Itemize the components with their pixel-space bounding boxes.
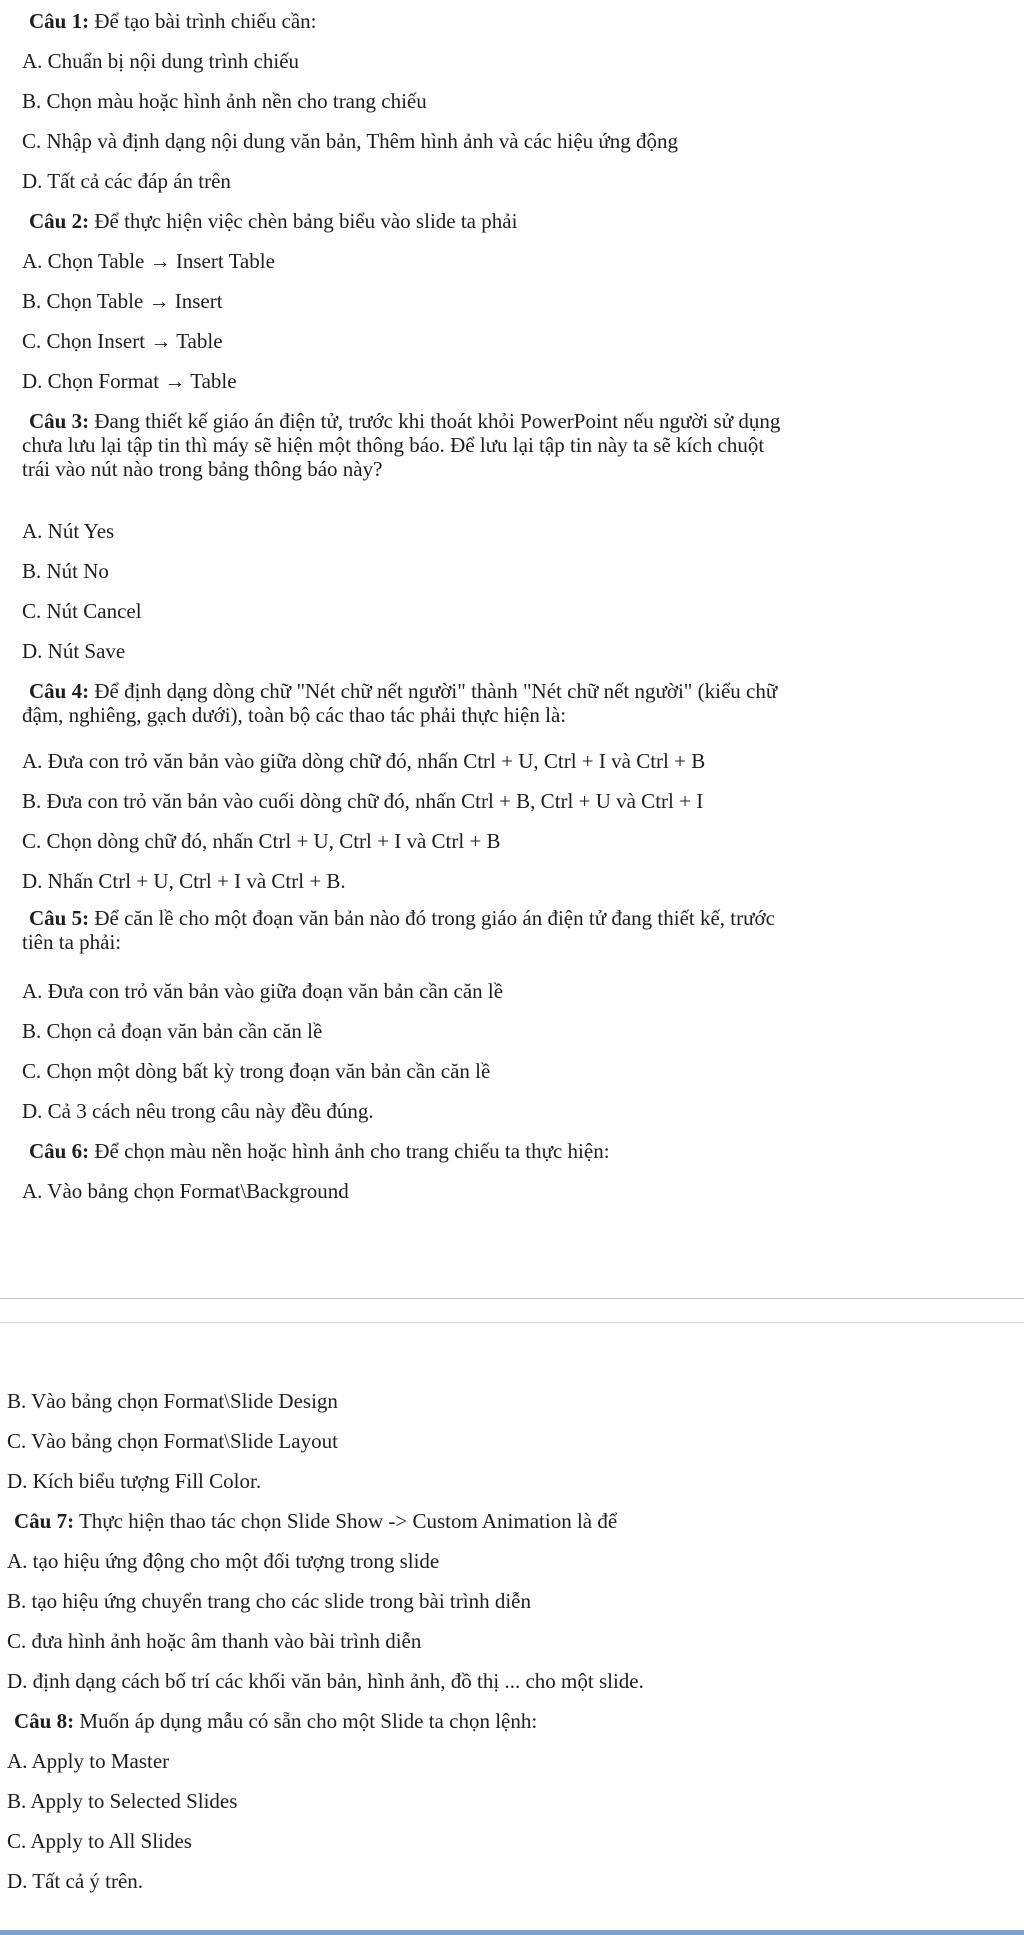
question-number: Câu 3: [29,409,90,433]
question-number: Câu 5: [29,906,90,930]
question-5-option-d: D. Cả 3 cách nêu trong câu này đều đúng. [22,1099,374,1123]
question-text: Để căn lề cho một đoạn văn bản nào đó trong giáo án điện tử đang thiết kế, trước [89,906,775,930]
question-5 [29,905,775,931]
question-7-option-d: D. định dạng cách bố trí các khối văn bản, hình ảnh, đồ thị ... cho một slide. [7,1669,644,1693]
question-7 [14,1508,617,1534]
question-1-option-b: B. Chọn màu hoặc hình ảnh nền cho trang chiếu [22,89,427,113]
question-6-option-d: D. Kích biểu tượng Fill Color. [7,1469,262,1493]
question-1-option-c: C. Nhập và định dạng nội dung văn bản, Thêm hình ảnh và các hiệu ứng động [22,129,679,153]
question-3-text-line-2: chưa lưu lại tập tin thì máy sẽ hiện một thông báo. Để lưu lại tập tin này ta sẽ kích chuột [22,433,765,457]
question-3-option-c: C. Nút Cancel [22,599,142,623]
question-7-option-c: C. đưa hình ảnh hoặc âm thanh vào bài trình diễn [7,1629,422,1653]
bottom-edge-bar [0,1930,1024,1935]
question-3 [29,408,780,434]
question-text: Để tạo bài trình chiếu cần: [89,9,317,33]
question-5-text-line-2: tiên ta phải: [22,930,122,954]
question-6-option-b: B. Vào bảng chọn Format\Slide Design [7,1389,338,1413]
question-4-option-a: A. Đưa con trỏ văn bản vào giữa dòng chữ đó, nhấn Ctrl + U, Ctrl + I và Ctrl + B [22,749,706,773]
question-4 [29,678,777,704]
question-number: Câu 1: [29,9,90,33]
question-2-option-b: B. Chọn Table → Insert [22,289,223,313]
question-text: Đang thiết kế giáo án điện tử, trước khi thoát khỏi PowerPoint nếu người sử dụng [89,409,781,433]
question-8-option-c: C. Apply to All Slides [7,1829,192,1853]
question-4-option-d: D. Nhấn Ctrl + U, Ctrl + I và Ctrl + B. [22,869,346,893]
question-number: Câu 2: [29,209,90,233]
question-1 [29,8,317,34]
question-1-option-d: D. Tất cả các đáp án trên [22,169,231,193]
question-text: Để chọn màu nền hoặc hình ảnh cho trang chiếu ta thực hiện: [89,1139,610,1163]
question-6-option-a: A. Vào bảng chọn Format\Background [22,1179,349,1203]
question-3-option-d: D. Nút Save [22,639,126,663]
question-4-option-c: C. Chọn dòng chữ đó, nhấn Ctrl + U, Ctrl + I và Ctrl + B [22,829,501,853]
question-number: Câu 4: [29,679,90,703]
question-5-option-a: A. Đưa con trỏ văn bản vào giữa đoạn văn bản cần căn lề [22,979,504,1003]
question-5-option-b: B. Chọn cả đoạn văn bản cần căn lề [22,1019,323,1043]
question-4-text-line-2: đậm, nghiêng, gạch dưới), toàn bộ các thao tác phải thực hiện là: [22,703,567,727]
document-page-bottom [0,1380,1024,1935]
question-4-option-b: B. Đưa con trỏ văn bản vào cuối dòng chữ đó, nhấn Ctrl + B, Ctrl + U và Ctrl + I [22,789,704,813]
question-2-option-a: A. Chọn Table → Insert Table [22,249,275,273]
question-8-option-d: D. Tất cả ý trên. [7,1869,144,1893]
question-number: Câu 6: [29,1139,90,1163]
question-text: Muốn áp dụng mẫu có sẵn cho một Slide ta chọn lệnh: [74,1709,538,1733]
question-5-option-c: C. Chọn một dòng bất kỳ trong đoạn văn bản cần căn lề [22,1059,491,1083]
question-text: Để định dạng dòng chữ "Nét chữ nết người" thành "Nét chữ nết người" (kiểu chữ [89,679,778,703]
question-8-option-b: B. Apply to Selected Slides [7,1789,238,1813]
question-2-option-c: C. Chọn Insert → Table [22,329,223,353]
question-7-option-a: A. tạo hiệu ứng động cho một đối tượng trong slide [7,1549,440,1573]
question-text: Để thực hiện việc chèn bảng biểu vào slide ta phải [89,209,518,233]
question-3-option-b: B. Nút No [22,559,109,583]
question-3-text-line-3: trái vào nút nào trong bảng thông báo này? [22,457,383,481]
question-6 [29,1138,610,1164]
question-8 [14,1708,537,1734]
question-7-option-b: B. tạo hiệu ứng chuyển trang cho các slide trong bài trình diễn [7,1589,531,1613]
question-number: Câu 7: [14,1509,75,1533]
page-divider [0,1298,1024,1299]
question-number: Câu 8: [14,1709,75,1733]
question-8-option-a: A. Apply to Master [7,1749,170,1773]
question-text: Thực hiện thao tác chọn Slide Show -> Custom Animation là để [74,1509,618,1533]
question-6-option-c: C. Vào bảng chọn Format\Slide Layout [7,1429,338,1453]
question-2 [29,208,517,234]
question-1-option-a: A. Chuẩn bị nội dung trình chiếu [22,49,300,73]
question-3-option-a: A. Nút Yes [22,519,115,543]
question-2-option-d: D. Chọn Format → Table [22,369,237,393]
page-divider [0,1322,1024,1323]
